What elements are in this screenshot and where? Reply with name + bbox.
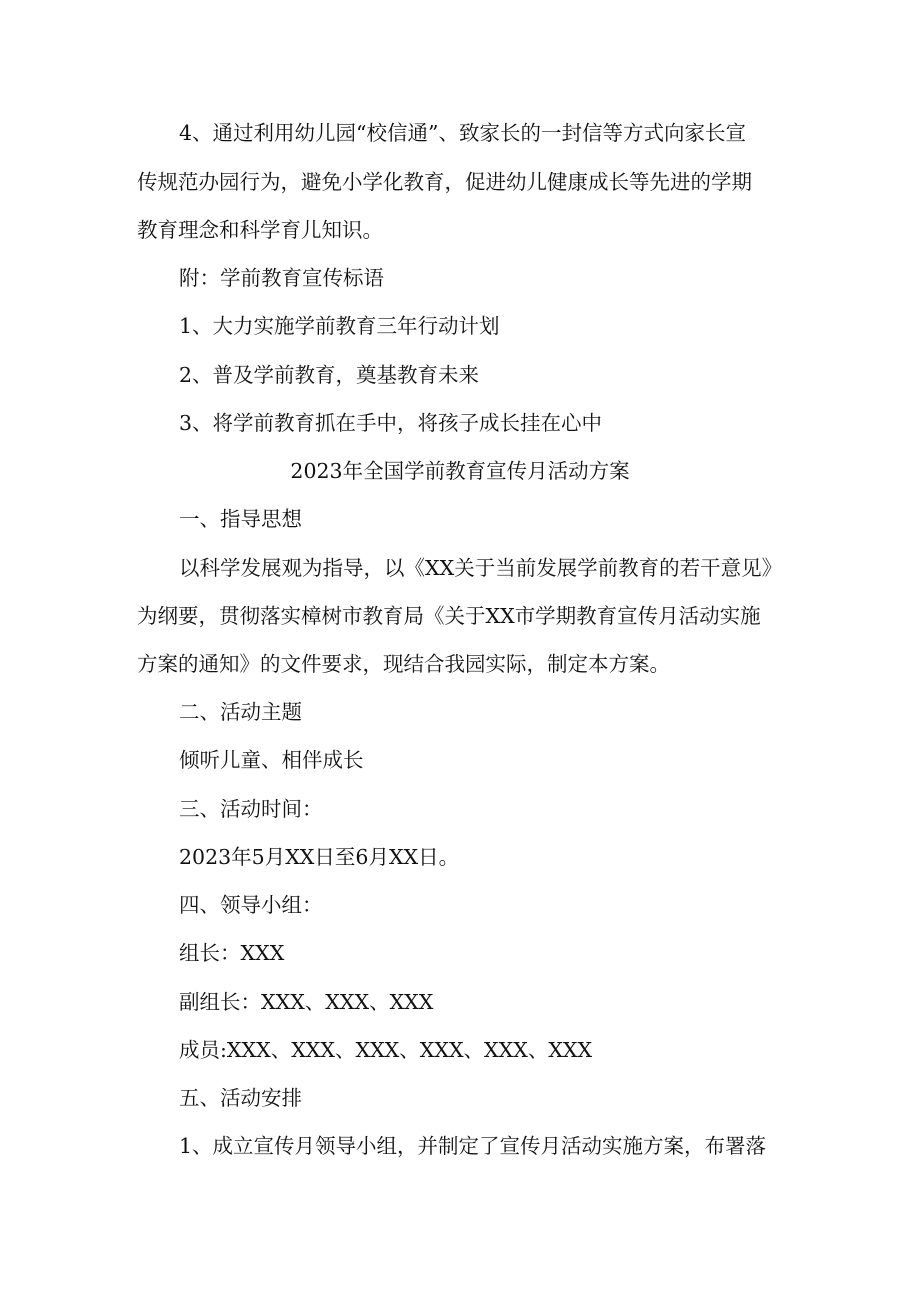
section-1-line-1: 以科学发展观为指导，以《XX关于当前发展学前教育的若干意见》 (179, 556, 783, 580)
paragraph-item-4-line-2: 传规范办园行为，避免小学化教育，促进幼儿健康成长等先进的学期 (137, 170, 752, 194)
activity-dates: 2023年5月XX日至6月XX日。 (179, 845, 460, 869)
section-1-heading: 一、指导思想 (179, 507, 302, 531)
section-3-heading: 三、活动时间： (179, 797, 323, 821)
section-2-heading: 二、活动主题 (179, 700, 302, 724)
section-1-line-2: 为纲要，贯彻落实樟树市教育局《关于XX市学期教育宣传月活动实施 (137, 604, 761, 628)
paragraph-item-4-line-1: 4、通过利用幼儿园“校信通”、致家长的一封信等方式向家长宣 (179, 121, 747, 145)
activity-theme: 倾听儿童、相伴成长 (179, 748, 364, 772)
slogan-2: 2、普及学前教育，奠基教育未来 (179, 363, 480, 387)
section-4-heading: 四、领导小组： (179, 893, 323, 917)
group-members: 成员:XXX、XXX、XXX、XXX、XXX、XXX (179, 1038, 593, 1062)
document-title: 2023年全国学前教育宣传月活动方案 (290, 459, 630, 483)
section-5-heading: 五、活动安排 (179, 1086, 302, 1110)
slogan-3: 3、将学前教育抓在手中，将孩子成长挂在心中 (179, 411, 603, 435)
appendix-heading: 附：学前教育宣传标语 (179, 266, 384, 290)
group-leader: 组长：XXX (179, 941, 285, 965)
section-1-line-3: 方案的通知》的文件要求，现结合我园实际，制定本方案。 (137, 652, 670, 676)
paragraph-item-4-line-3: 教育理念和科学育儿知识。 (137, 218, 383, 242)
deputy-leaders: 副组长：XXX、XXX、XXX (179, 990, 434, 1014)
slogan-1: 1、大力实施学前教育三年行动计划 (179, 314, 500, 338)
arrangement-item-1: 1、成立宣传月领导小组，并制定了宣传月活动实施方案，布署落 (179, 1134, 767, 1158)
